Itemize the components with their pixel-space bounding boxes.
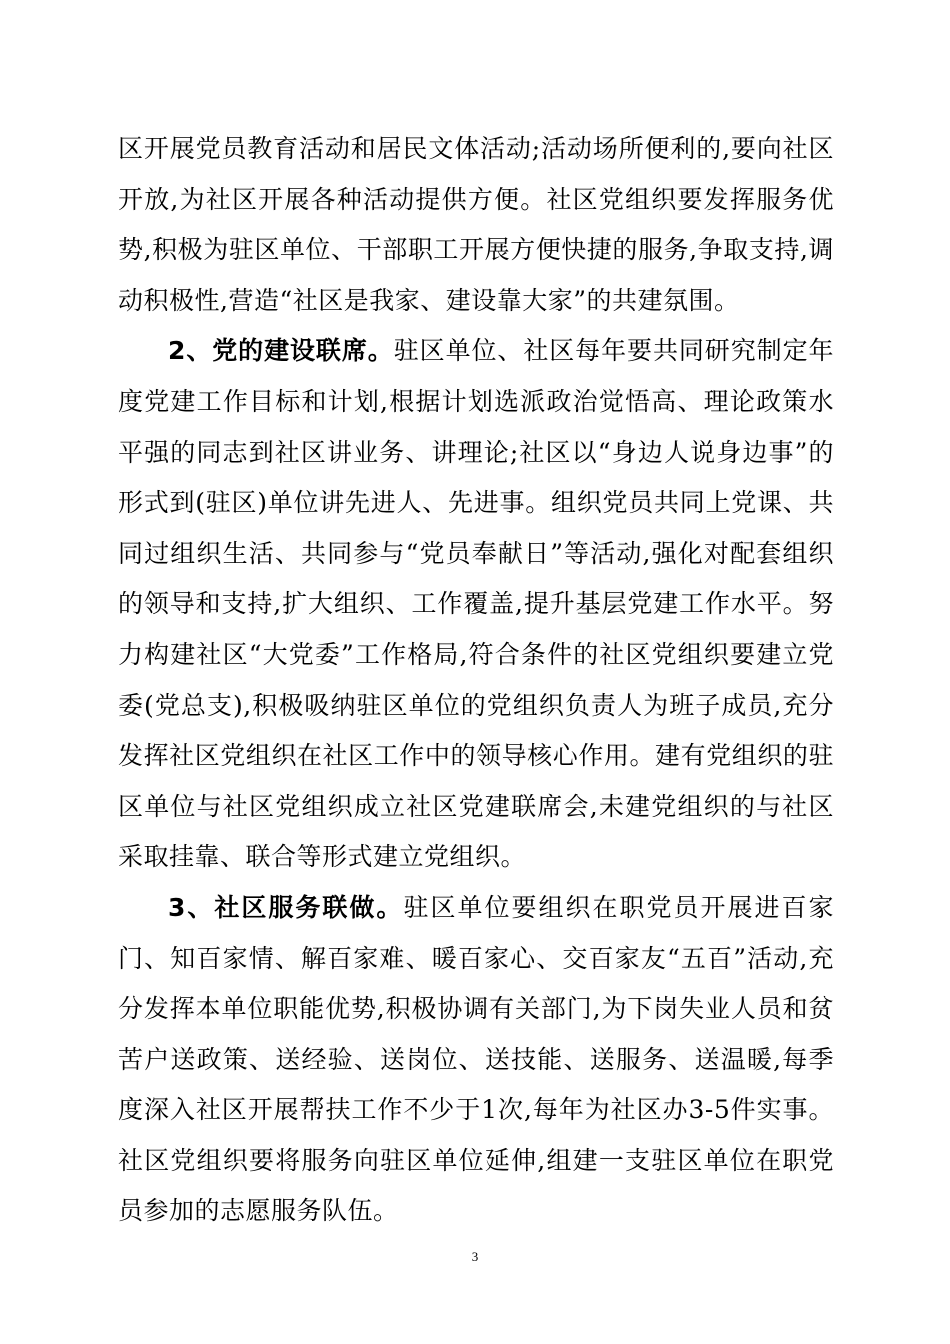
- paragraph-text: 区开展党员教育活动和居民文体活动;活动场所便利的,要向社区开放,为社区开展各种活动提供方便。社区党组织要发挥服务优势,积极为驻区单位、干部职工开展方便快捷的服务,争取支持,调动积极性,营造“社区是我家、建设靠大家”的共建氛围。: [118, 134, 834, 315]
- document-body: [118, 124, 834, 1237]
- paragraph-text: 驻区单位、社区每年要共同研究制定年度党建工作目标和计划,根据计划选派政治觉悟高、理论政策水平强的同志到社区讲业务、讲理论;社区以“身边人说身边事”的形式到(驻区)单位讲先进人、先进事。组织党员共同上党课、共同过组织生活、共同参与“党员奉献日”等活动,强化对配套组织的领导和支持,扩大组织、工作覆盖,提升基层党建工作水平。努力构建社区“大党委”工作格局,符合条件的社区党组织要建立党委(党总支),积极吸纳驻区单位的党组织负责人为班子成员,充分发挥社区党组织在社区工作中的领导核心作用。建有党组织的驻区单位与社区党组织成立社区党建联席会,未建党组织的与社区采取挂靠、联合等形式建立党组织。: [118, 336, 834, 872]
- paragraph-community-service: [118, 883, 834, 1237]
- paragraph-text: 驻区单位要组织在职党员开展进百家门、知百家情、解百家难、暖百家心、交百家友“五百”活动,充分发挥本单位职能优势,积极协调有关部门,为下岗失业人员和贫苦户送政策、送经验、送岗位、送技能、送服务、送温暖,每季度深入社区开展帮扶工作不少于1次,每年为社区办3-5件实事。社区党组织要将服务向驻区单位延伸,组建一支驻区单位在职党员参加的志愿服务队伍。: [118, 892, 834, 1226]
- page-number: 3: [471, 1249, 479, 1264]
- paragraph-party-building: [118, 326, 834, 883]
- section-heading: 2、党的建设联席。: [168, 336, 394, 366]
- paragraph-continuation: [118, 124, 834, 326]
- section-heading: 3、社区服务联做。: [168, 892, 404, 922]
